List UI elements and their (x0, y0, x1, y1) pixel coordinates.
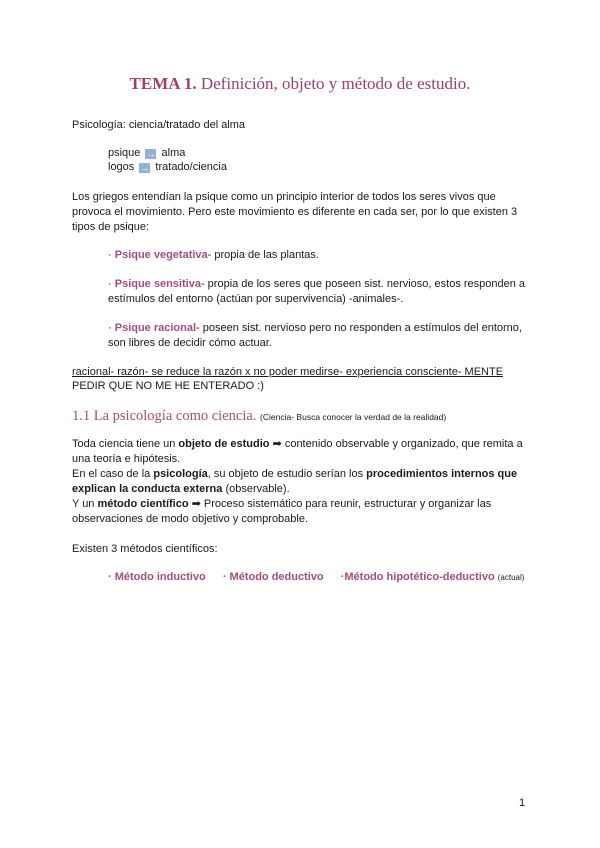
text-run: Proceso sistemático para reunir, estructurar y organizar las observaciones de modo objetivo y comprobable. (72, 498, 492, 525)
bold-term: procedimientos internos que explican la conducta externa (72, 468, 518, 495)
methods-intro: Existen 3 métodos científicos: (72, 543, 218, 555)
psique-desc: - propia de los seres que poseen sist. nervioso, estos responden a estímulos del entorno (actúan por supervivencia) -animales-. (108, 278, 526, 305)
note-underlined: racional- razón- se reduce la razón x no poder medirse- experiencia consciente- MENTE (72, 366, 504, 378)
etymology-word: psique (108, 147, 141, 159)
right-arrow-icon: ➡ (272, 438, 282, 450)
method-inductivo: · Método inductivo (108, 571, 206, 583)
text-run: (observable). (222, 483, 290, 495)
bullet: · (108, 249, 112, 261)
psique-name: Psique sensitiva (114, 278, 201, 290)
text-run: Toda ciencia tiene un (72, 438, 179, 450)
method-hipotetico-deductivo: ·Método hipotético-deductivo (340, 571, 495, 583)
section-aside: (Ciencia- Busca conocer la verdad de la realidad) (260, 412, 447, 422)
section-title: 1.1 La psicología como ciencia. (72, 408, 257, 424)
title-text: Definición, objeto y método de estudio. (200, 74, 471, 93)
title-number: TEMA 1. (129, 74, 197, 93)
psique-desc: - propia de las plantas. (207, 249, 319, 261)
greeks-paragraph: Los griegos entendían la psique como un principio interior de todos los seres vivos que provoca el movimiento. Pero este movimiento es diferente en cada ser, por lo que existen 3 tipos de psique: (72, 191, 518, 233)
methods-note: (actual) (497, 573, 525, 582)
note-caps: PEDIR QUE NO ME HE ENTERADO :) (72, 380, 264, 392)
etymology-psique (108, 146, 185, 161)
intro-line: Psicología: ciencia/tratado del alma (72, 119, 246, 131)
text-run: contenido observable y organizado, que remita a una teoría e hipótesis. (72, 438, 523, 465)
text-run: , su objeto de estudio serían los (207, 468, 367, 480)
science-paragraph (72, 437, 532, 527)
psique-sensitiva (108, 277, 538, 307)
page-number: 1 (519, 797, 526, 809)
text-run: Y un (72, 498, 98, 510)
bold-term: psicología (153, 468, 208, 480)
psique-racional (108, 321, 538, 351)
method-deductivo: · Método deductivo (222, 571, 324, 583)
page-title (0, 74, 600, 94)
psique-name: Psique racional (114, 322, 197, 334)
section-heading (72, 408, 446, 425)
right-arrow-icon: → (146, 149, 156, 159)
etymology-logos (108, 160, 227, 175)
etymology-meaning: tratado/ciencia (155, 161, 227, 173)
bold-term: método científico (97, 498, 189, 510)
psique-desc: - poseen sist. nervioso pero no responden a estímulos del entorno, son libres de decidir cómo actuar. (108, 322, 522, 349)
bullet: · (108, 322, 112, 334)
bullet: · (108, 278, 112, 290)
text-run: En el caso de la (72, 468, 154, 480)
etymology-word: logos (108, 161, 135, 173)
bold-term: objeto de estudio (178, 438, 270, 450)
methods-list (108, 571, 524, 583)
psique-vegetativa (108, 248, 538, 263)
right-arrow-icon: ➡ (191, 498, 201, 510)
etymology-meaning: alma (161, 147, 186, 159)
psique-name: Psique vegetativa (114, 249, 208, 261)
right-arrow-icon: → (140, 163, 150, 173)
